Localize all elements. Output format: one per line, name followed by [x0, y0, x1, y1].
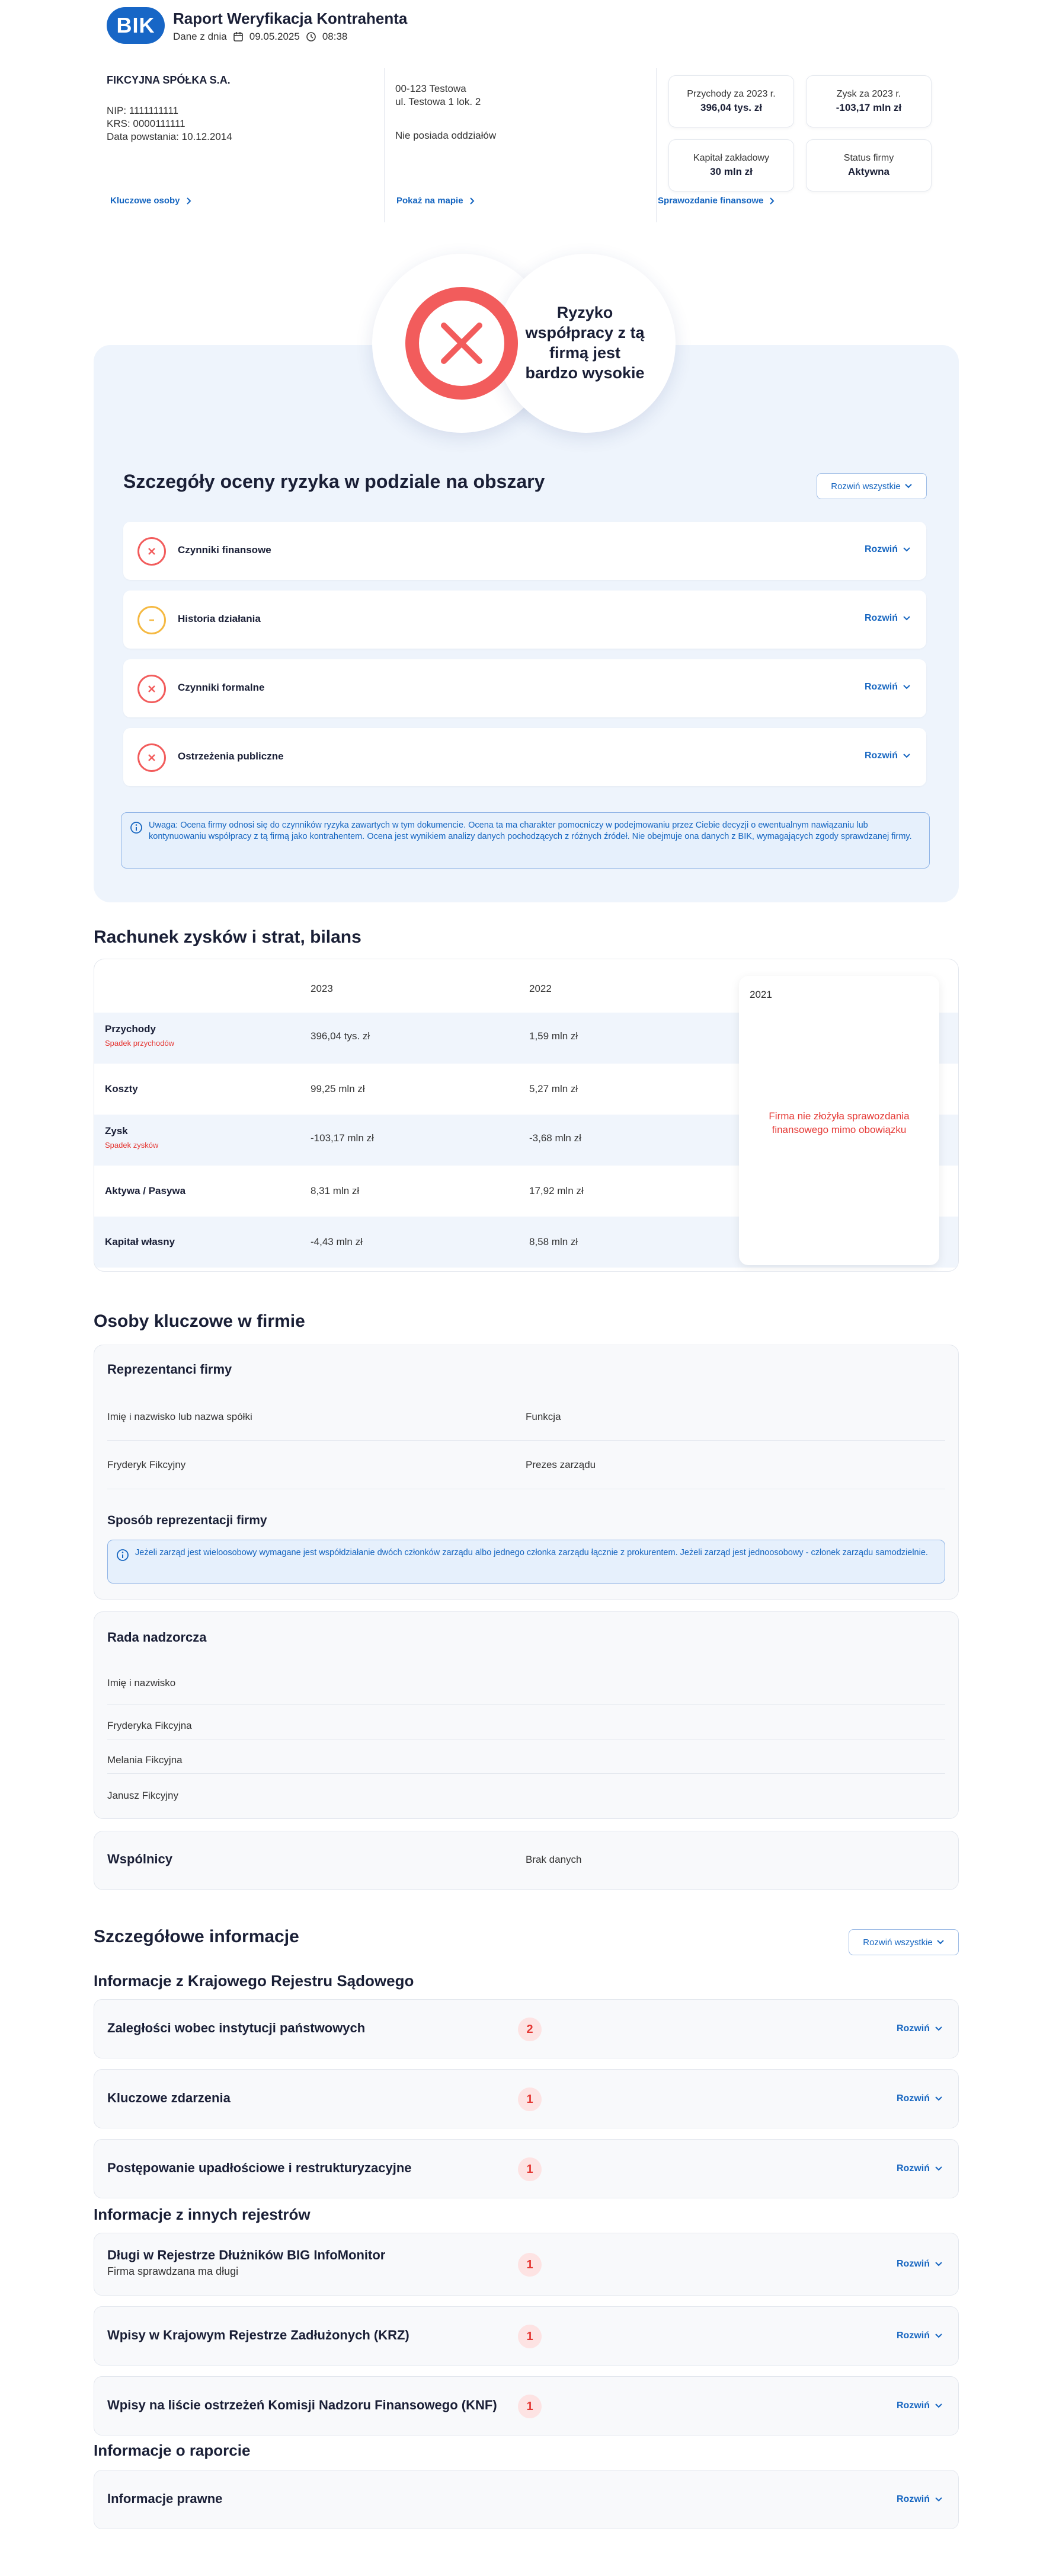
chevron-down-icon — [904, 483, 913, 489]
expand-button[interactable]: Rozwiń — [865, 682, 911, 692]
representatives-title: Reprezentanci firmy — [107, 1362, 232, 1377]
krs-row-bankruptcy[interactable]: Postępowanie upadłościowe i restrukturyzacyjne 1 Rozwiń — [94, 2139, 959, 2198]
expand-button[interactable]: Rozwiń — [897, 2259, 943, 2269]
col-function-header: Funkcja — [526, 1411, 561, 1422]
expand-button[interactable]: Rozwiń — [897, 2023, 943, 2034]
kpi-share-capital: Kapitał zakładowy 30 mln zł — [668, 139, 794, 191]
key-people-link[interactable]: Kluczowe osoby — [110, 196, 192, 206]
bik-logo: BIK — [107, 7, 165, 44]
count-badge: 2 — [518, 2018, 542, 2041]
x-circle-icon — [137, 537, 166, 566]
report-title: Raport Weryfikacja Kontrahenta — [173, 9, 408, 27]
risk-expand-all-button[interactable]: Rozwiń wszystkie — [817, 473, 927, 499]
address-line2: ul. Testowa 1 lok. 2 — [395, 96, 481, 107]
krs-section-title: Informacje z Krajowego Rejestru Sądowego — [94, 1972, 414, 1990]
company-info — [107, 68, 933, 222]
representation-title: Sposób reprezentacji firmy — [107, 1514, 267, 1527]
risk-area-public-warnings[interactable]: Ostrzeżenia publiczne Rozwiń — [123, 728, 926, 786]
x-circle-icon — [137, 675, 166, 703]
show-on-map-link[interactable]: Pokaż na mapie — [396, 196, 475, 206]
board-box — [94, 1611, 959, 1819]
representative-name: Fryderyk Fikcyjny — [107, 1459, 186, 1470]
board-member: Janusz Fikcyjny — [107, 1790, 178, 1801]
chevron-right-icon — [186, 197, 192, 205]
expand-button[interactable]: Rozwiń — [897, 2093, 943, 2104]
company-nip: NIP: 1111111111 — [107, 105, 178, 116]
x-circle-icon — [137, 743, 166, 772]
clock-icon — [306, 31, 316, 42]
chevron-down-icon — [903, 547, 911, 553]
pnl-row: Przychody Spadek przychodów 396,04 tys. zł 1,59 mln zł — [94, 1013, 959, 1064]
other-row-big-infomonitor[interactable]: Długi w Rejestrze Dłużników BIG InfoMonitor Firma sprawdzana ma długi 1 Rozwiń — [94, 2233, 959, 2296]
address-line1: 00-123 Testowa — [395, 83, 466, 94]
chevron-down-icon — [935, 2096, 943, 2102]
partners-title: Wspólnicy — [107, 1852, 173, 1866]
chevron-down-icon — [935, 2166, 943, 2172]
representation-notice-text: Jeżeli zarząd jest wieloosobowy wymagane jest współdziałanie dwóch członków zarządu albo jednego członka zarządu łącznie z prokurentem. Jeżeli zarząd jest jednoosobowy - członek zarządu samodzielnie. — [135, 1548, 928, 1557]
company-identity — [107, 68, 379, 222]
board-col-name: Imię i nazwisko — [107, 1677, 176, 1688]
count-badge: 1 — [518, 2087, 542, 2111]
risk-areas-title: Szczegóły oceny ryzyka w podziale na obszary — [123, 471, 545, 492]
chevron-down-icon — [935, 2261, 943, 2267]
board-member: Fryderyka Fikcyjna — [107, 1720, 192, 1731]
details-expand-all-button[interactable]: Rozwiń wszystkie — [849, 1929, 959, 1955]
company-address — [384, 68, 657, 222]
other-row-krz[interactable]: Wpisy w Krajowym Rejestrze Zadłużonych (KRZ) 1 Rozwiń — [94, 2306, 959, 2366]
kpi-profit: Zysk za 2023 r. -103,17 mln zł — [806, 75, 932, 127]
count-badge: 1 — [518, 2157, 542, 2181]
calendar-icon — [233, 31, 244, 42]
chevron-right-icon — [769, 197, 775, 205]
pnl-table — [94, 959, 959, 1272]
kpi-revenue: Przychody za 2023 r. 396,04 tys. zł — [668, 75, 794, 127]
report-meta — [173, 31, 347, 43]
chevron-down-icon — [935, 2026, 943, 2032]
info-icon — [130, 821, 143, 834]
board-title: Rada nadzorcza — [107, 1630, 207, 1645]
chevron-down-icon — [903, 615, 911, 621]
expand-button[interactable]: Rozwiń — [897, 2494, 943, 2505]
expand-button[interactable]: Rozwiń — [897, 2401, 943, 2411]
chevron-down-icon — [903, 753, 911, 759]
count-badge: 1 — [518, 2325, 542, 2348]
other-registers-title: Informacje z innych rejestrów — [94, 2205, 311, 2223]
chevron-down-icon — [903, 684, 911, 690]
risk-verdict: Ryzyko współpracy z tą firmą jest bardzo wysokie — [525, 304, 645, 382]
partners-value: Brak danych — [526, 1854, 582, 1865]
report-header — [107, 7, 933, 72]
chevron-down-icon — [935, 2333, 943, 2339]
partners-box — [94, 1831, 959, 1890]
company-founded: Data powstania: 10.12.2014 — [107, 131, 232, 142]
chevron-right-icon — [469, 197, 475, 205]
representative-function: Prezes zarządu — [526, 1459, 596, 1470]
financial-report-link[interactable]: Sprawozdanie finansowe — [658, 196, 775, 206]
other-row-knf[interactable]: Wpisy na liście ostrzeżeń Komisji Nadzoru Finansowego (KNF) 1 Rozwiń — [94, 2376, 959, 2435]
date-label: Dane z dnia — [173, 31, 227, 42]
details-title: Szczegółowe informacje — [94, 1927, 299, 1946]
representation-notice — [107, 1540, 945, 1584]
pnl-2021-missing: Firma nie złożyła sprawozdania finansowego mimo obowiązku — [769, 1110, 910, 1135]
expand-button[interactable]: Rozwiń — [897, 2163, 943, 2174]
risk-notice — [121, 812, 930, 869]
pnl-row: Zysk Spadek zysków -103,17 mln zł -3,68 mln zł — [94, 1115, 959, 1166]
dash-circle-icon — [137, 606, 166, 634]
report-time: 08:38 — [322, 31, 348, 42]
report-row-legal[interactable]: Informacje prawne Rozwiń — [94, 2470, 959, 2529]
board-member: Melania Fikcyjna — [107, 1754, 183, 1766]
company-name: FIKCYJNA SPÓŁKA S.A. — [107, 74, 231, 86]
pnl-row: Aktywa / Pasywa 8,31 mln zł 17,92 mln zł — [105, 1185, 584, 1196]
risk-notice-text: Uwaga: Ocena firmy odnosi się do czynników ryzyka zawartych w tym dokumencie. Ocena ta ma charakter pomocniczy w podejmowaniu przez Ciebie decyzji o ewentualnym nawiązaniu lub kontynuowaniu współpracy z tą firmą jako kontrahentem. Ocena jest wynikiem analizy danych pochodzących z różnych źródeł. Nie obejmuje ona danych z BIK, wymagających zgody sprawdzanej firmy. — [149, 821, 912, 841]
krs-row-key-events[interactable]: Kluczowe zdarzenia 1 Rozwiń — [94, 2069, 959, 2128]
pnl-row: Kapitał własny -4,43 mln zł 8,58 mln zł — [94, 1217, 959, 1268]
pnl-header-2021: 2021 — [750, 989, 772, 1000]
col-name-header: Imię i nazwisko lub nazwa spółki — [107, 1411, 252, 1422]
chevron-down-icon — [935, 2497, 943, 2502]
count-badge: 1 — [518, 2395, 542, 2418]
expand-button[interactable]: Rozwiń — [865, 751, 911, 761]
risk-area-financial[interactable]: Czynniki finansowe Rozwiń — [123, 522, 926, 580]
kpi-status: Status firmy Aktywna — [806, 139, 932, 191]
people-title: Osoby kluczowe w firmie — [94, 1311, 305, 1331]
high-risk-icon — [405, 287, 518, 400]
branches-info: Nie posiada oddziałów — [395, 130, 497, 141]
risk-area-history[interactable]: Historia działania Rozwiń — [123, 590, 926, 649]
company-krs: KRS: 0000111111 — [107, 118, 185, 129]
chevron-down-icon — [935, 2403, 943, 2409]
pnl-2021-card — [739, 976, 939, 1265]
expand-button[interactable]: Rozwiń — [865, 613, 911, 624]
representatives-box — [94, 1345, 959, 1600]
report-date: 09.05.2025 — [249, 31, 300, 42]
report-info-title: Informacje o raporcie — [94, 2441, 251, 2459]
info-icon — [116, 1549, 129, 1562]
pnl-title: Rachunek zysków i strat, bilans — [94, 927, 361, 947]
count-badge: 1 — [518, 2253, 542, 2277]
pnl-header-2023: 2023 — [311, 983, 333, 994]
expand-button[interactable]: Rozwiń — [897, 2331, 943, 2341]
chevron-down-icon — [936, 1939, 945, 1945]
krs-row-arrears[interactable]: Zaległości wobec instytucji państwowych 2 Rozwiń — [94, 1999, 959, 2058]
risk-area-formal[interactable]: Czynniki formalne Rozwiń — [123, 659, 926, 717]
pnl-header-2022: 2022 — [529, 983, 552, 994]
pnl-row: Koszty 99,25 mln zł 5,27 mln zł — [105, 1083, 578, 1094]
expand-button[interactable]: Rozwiń — [865, 544, 911, 555]
